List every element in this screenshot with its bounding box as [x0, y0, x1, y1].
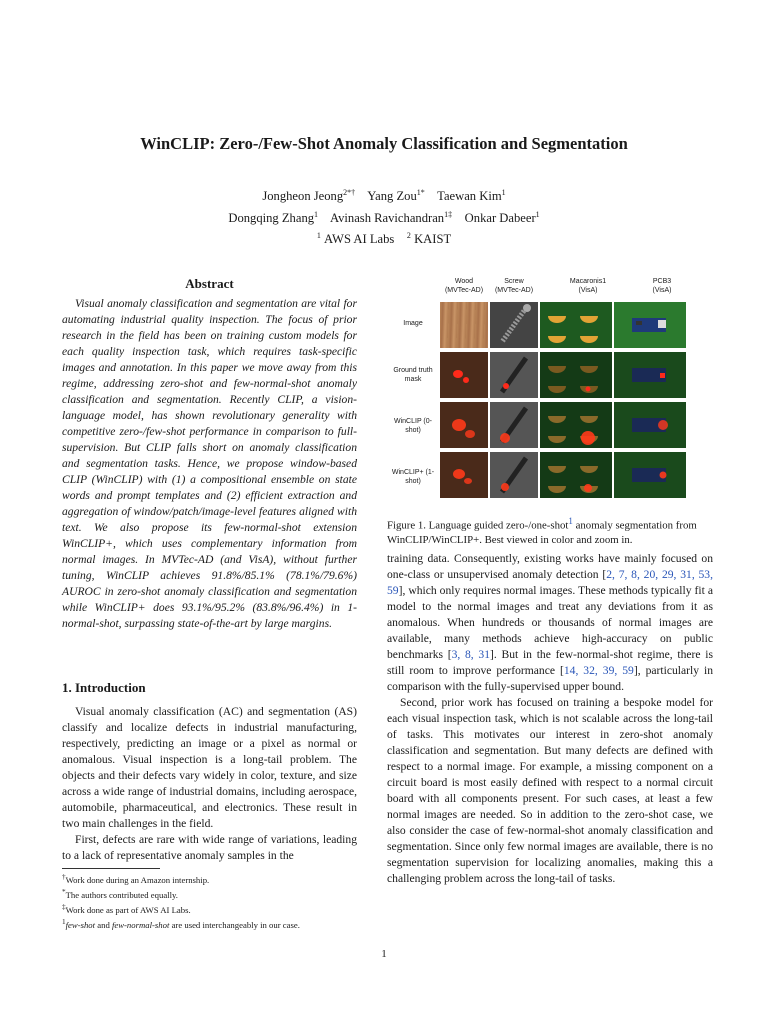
macaroni-icon — [540, 452, 612, 498]
author-name: Dongqing Zhang — [228, 210, 315, 225]
column-sub: (VisA) — [578, 286, 598, 294]
screw-image — [490, 302, 538, 348]
footnote — [62, 916, 362, 931]
footnote-text: Work done as part of AWS AI Labs. — [65, 904, 191, 915]
section-heading-introduction: 1. Introduction — [62, 680, 146, 695]
paragraph: Second, prior work has focused on training a bespoke model for each visual inspection task, which is not scalable across the long-tail of tasks. This motivates our interest in zero-shot anomaly classification and segmentation. But many defects are defined with respect to a normal image. For example, a missing component on a circuit board is most easily defined with respect to a normal circuit board with all components present. For such cases, at least a few normal images are needed. So in addition to the zero-shot case, we also consider the case of few-normal-shot anomaly classification and segmentation. Since only few normal images are available, there is no segmentation supervision for localizing anomalies, making this a challenging problem across the long-tail of tasks. — [387, 696, 713, 885]
page-number: 1 — [381, 948, 387, 960]
text-run: ]. But in the few-normal-shot regime, there is still room to improve performance [ — [387, 648, 713, 677]
screw-icon — [490, 452, 538, 498]
pcb-winclip-plus-pred — [614, 452, 686, 498]
footnote-text: few-normal-shot — [111, 919, 170, 930]
column-name: PCB3 — [652, 278, 672, 285]
pcb-icon — [614, 452, 686, 498]
anomaly-heatmap-icon — [440, 452, 488, 498]
caption-text: anomaly segmentation from WinCLIP/WinCLIP+. Best viewed in color and zoom in. — [387, 519, 697, 546]
paper-title: WinCLIP: Zero-/Few-Shot Anomaly Classification and Segmentation — [140, 134, 628, 153]
figure-column-header — [558, 278, 618, 295]
footnote — [62, 886, 362, 901]
author-block — [0, 184, 768, 249]
footnote-mark: 1 — [62, 917, 66, 926]
wood-winclip-plus-pred — [440, 452, 488, 498]
figure-row-label: Image — [403, 320, 423, 327]
macaroni-icon — [540, 302, 612, 348]
pcb-gt-mask — [614, 352, 686, 398]
screw-icon — [490, 352, 538, 398]
pcb-icon — [614, 302, 686, 348]
footnote-mark: † — [62, 873, 66, 881]
author-name: Avinash Ravichandran — [329, 210, 445, 225]
caption-text: Figure 1. Language guided zero-/one-shot — [387, 519, 569, 532]
figure-1 — [385, 276, 715, 508]
pcb-icon — [614, 402, 686, 448]
citation-link[interactable]: 2, 7, 8, 20, 29, 31, 53, 59 — [387, 568, 713, 597]
macaroni-icon — [540, 402, 612, 448]
footnote-text: are used interchangeably in our case. — [169, 919, 300, 930]
text-run: ], particularly in comparison with the fully-supervised upper bound. — [387, 664, 714, 693]
screw-winclip-pred — [490, 402, 538, 448]
author-name: Jongheon Jeong — [262, 189, 344, 204]
author-sup: 1‡ — [444, 209, 453, 219]
author-sup: 1 — [314, 209, 319, 219]
abstract-text: Visual anomaly classification and segmentation are vital for automating industrial quality inspection. The focus of prior research in the field has been on training custom models for each quality inspection task, which requires task-specific images and annotation. In this paper we move away from this regime, addressing zero-shot and few-normal-shot anomaly classification and segmentation. Recently CLIP, a vision-language model, has shown revolutionary generality with competitive zero-/few-shot performance in comparison to full-supervision. But CLIP falls short on anomaly classification and segmentation tasks. Hence, we propose window-based CLIP (WinCLIP) with (1) a compositional ensemble on state words and prompt templates and (2) efficient extraction and aggregation of window/patch/image-level features aligned with text. We also propose its few-normal-shot extension WinCLIP+, which uses complementary information from normal images. In MVTec-AD (and VisA), without further tuning, WinCLIP achieves 91.8%/85.1% (78.1%/79.6%) AUROC in zero-shot anomaly classification and segmentation while WinCLIP+ does 93.1%/95.2% (83.8%/96.4%) in 1-normal-shot, surpassing state-of-the-art by large margins. — [62, 297, 357, 630]
affiliation: KAIST — [414, 232, 452, 247]
footnote-text: few-shot — [65, 919, 96, 930]
caption-footnote-mark[interactable]: 1 — [568, 516, 573, 526]
macaroni-icon — [540, 352, 612, 398]
intro-paragraph-2: First, defects are rare with wide range of variations, leading to a lack of representative anomaly samples in the — [62, 833, 357, 862]
figure-row-label: Ground truth mask — [393, 367, 433, 383]
footnote-mark: ‡ — [62, 902, 66, 911]
screw-icon — [490, 302, 538, 348]
macaroni-image — [540, 302, 612, 348]
footnotes — [62, 871, 362, 931]
pcb-winclip-pred — [614, 402, 686, 448]
pcb-icon — [614, 352, 686, 398]
citation-link[interactable]: 3, 8, 31 — [451, 648, 491, 661]
intro-body — [62, 704, 357, 864]
affil-sup: 1 — [316, 231, 321, 241]
author-name: Onkar Dabeer — [464, 210, 536, 225]
figure-row-label: WinCLIP+ (1-shot) — [391, 469, 435, 485]
pcb-image — [614, 302, 686, 348]
author-name: Taewan Kim — [437, 189, 502, 204]
abstract-heading: Abstract — [185, 276, 234, 291]
footnote — [62, 871, 362, 886]
footnote-divider — [62, 868, 160, 869]
citation-link[interactable]: 14, 32, 39, 59 — [563, 664, 634, 677]
text-run: ], which only requires normal images. These methods typically fit a model to the normal images and treat any deviations from it as anomalous. When hundreds or thousands of normal images are available, many methods achieve high-accuracy on public benchmarks [ — [387, 584, 713, 661]
column-sub: (MVTec-AD) — [444, 286, 484, 294]
column-sub: (MVTec-AD) — [494, 286, 534, 294]
footnote — [62, 901, 362, 916]
footnote-text: Work done during an Amazon internship. — [65, 874, 210, 885]
column-sub: (VisA) — [652, 286, 672, 294]
footnote-text: and — [95, 919, 112, 930]
screw-icon — [490, 402, 538, 448]
anomaly-mask-icon — [440, 352, 488, 398]
wood-winclip-pred — [440, 402, 488, 448]
wood-gt-mask — [440, 352, 488, 398]
column-name: Wood — [454, 278, 474, 285]
author-line-2 — [0, 206, 768, 228]
column-name: Macaronis1 — [569, 278, 607, 285]
footnote-text: The authors contributed equally. — [65, 889, 178, 900]
macaroni-gt-mask — [540, 352, 612, 398]
column-name: Screw — [504, 278, 524, 285]
author-sup: 1 — [501, 188, 506, 197]
intro-paragraph-1: Visual anomaly classification (AC) and segmentation (AS) classify and localize defects in industrial manufacturing, respectively, predicting an image or a pixel as normal or anomalous. Visual inspection is a long-tail problem. The objects and their defects vary widely in color, texture, and size across a wide range of industrial domains, including aerospace, automobile, pharmaceutical, and electronics. These result in two main challenges in the field. — [62, 705, 357, 830]
anomaly-heatmap-icon — [440, 402, 488, 448]
affiliation: AWS AI Labs — [323, 232, 395, 247]
wood-image — [440, 302, 488, 348]
macaroni-winclip-pred — [540, 402, 612, 448]
author-sup: 2*† — [343, 188, 356, 197]
author-line-1 — [0, 184, 768, 206]
affil-sup: 2 — [406, 231, 411, 241]
screw-gt-mask — [490, 352, 538, 398]
text-run: training data. Consequently, existing works have mainly focused on one-class or unsupervised anomaly detection [ — [387, 552, 713, 581]
footnote-mark: * — [62, 887, 66, 896]
macaroni-winclip-plus-pred — [540, 452, 612, 498]
figure-column-header — [484, 278, 544, 295]
figure-column-header — [632, 278, 692, 295]
paragraph-continued — [387, 551, 713, 695]
author-name: Yang Zou — [367, 189, 417, 204]
author-sup: 1 — [535, 209, 540, 219]
figure-caption — [387, 514, 713, 547]
screw-winclip-plus-pred — [490, 452, 538, 498]
affiliation-line — [0, 227, 768, 249]
right-column-body — [387, 551, 713, 887]
figure-row-label: WinCLIP (0-shot) — [394, 418, 432, 434]
author-sup: 1* — [416, 188, 425, 197]
